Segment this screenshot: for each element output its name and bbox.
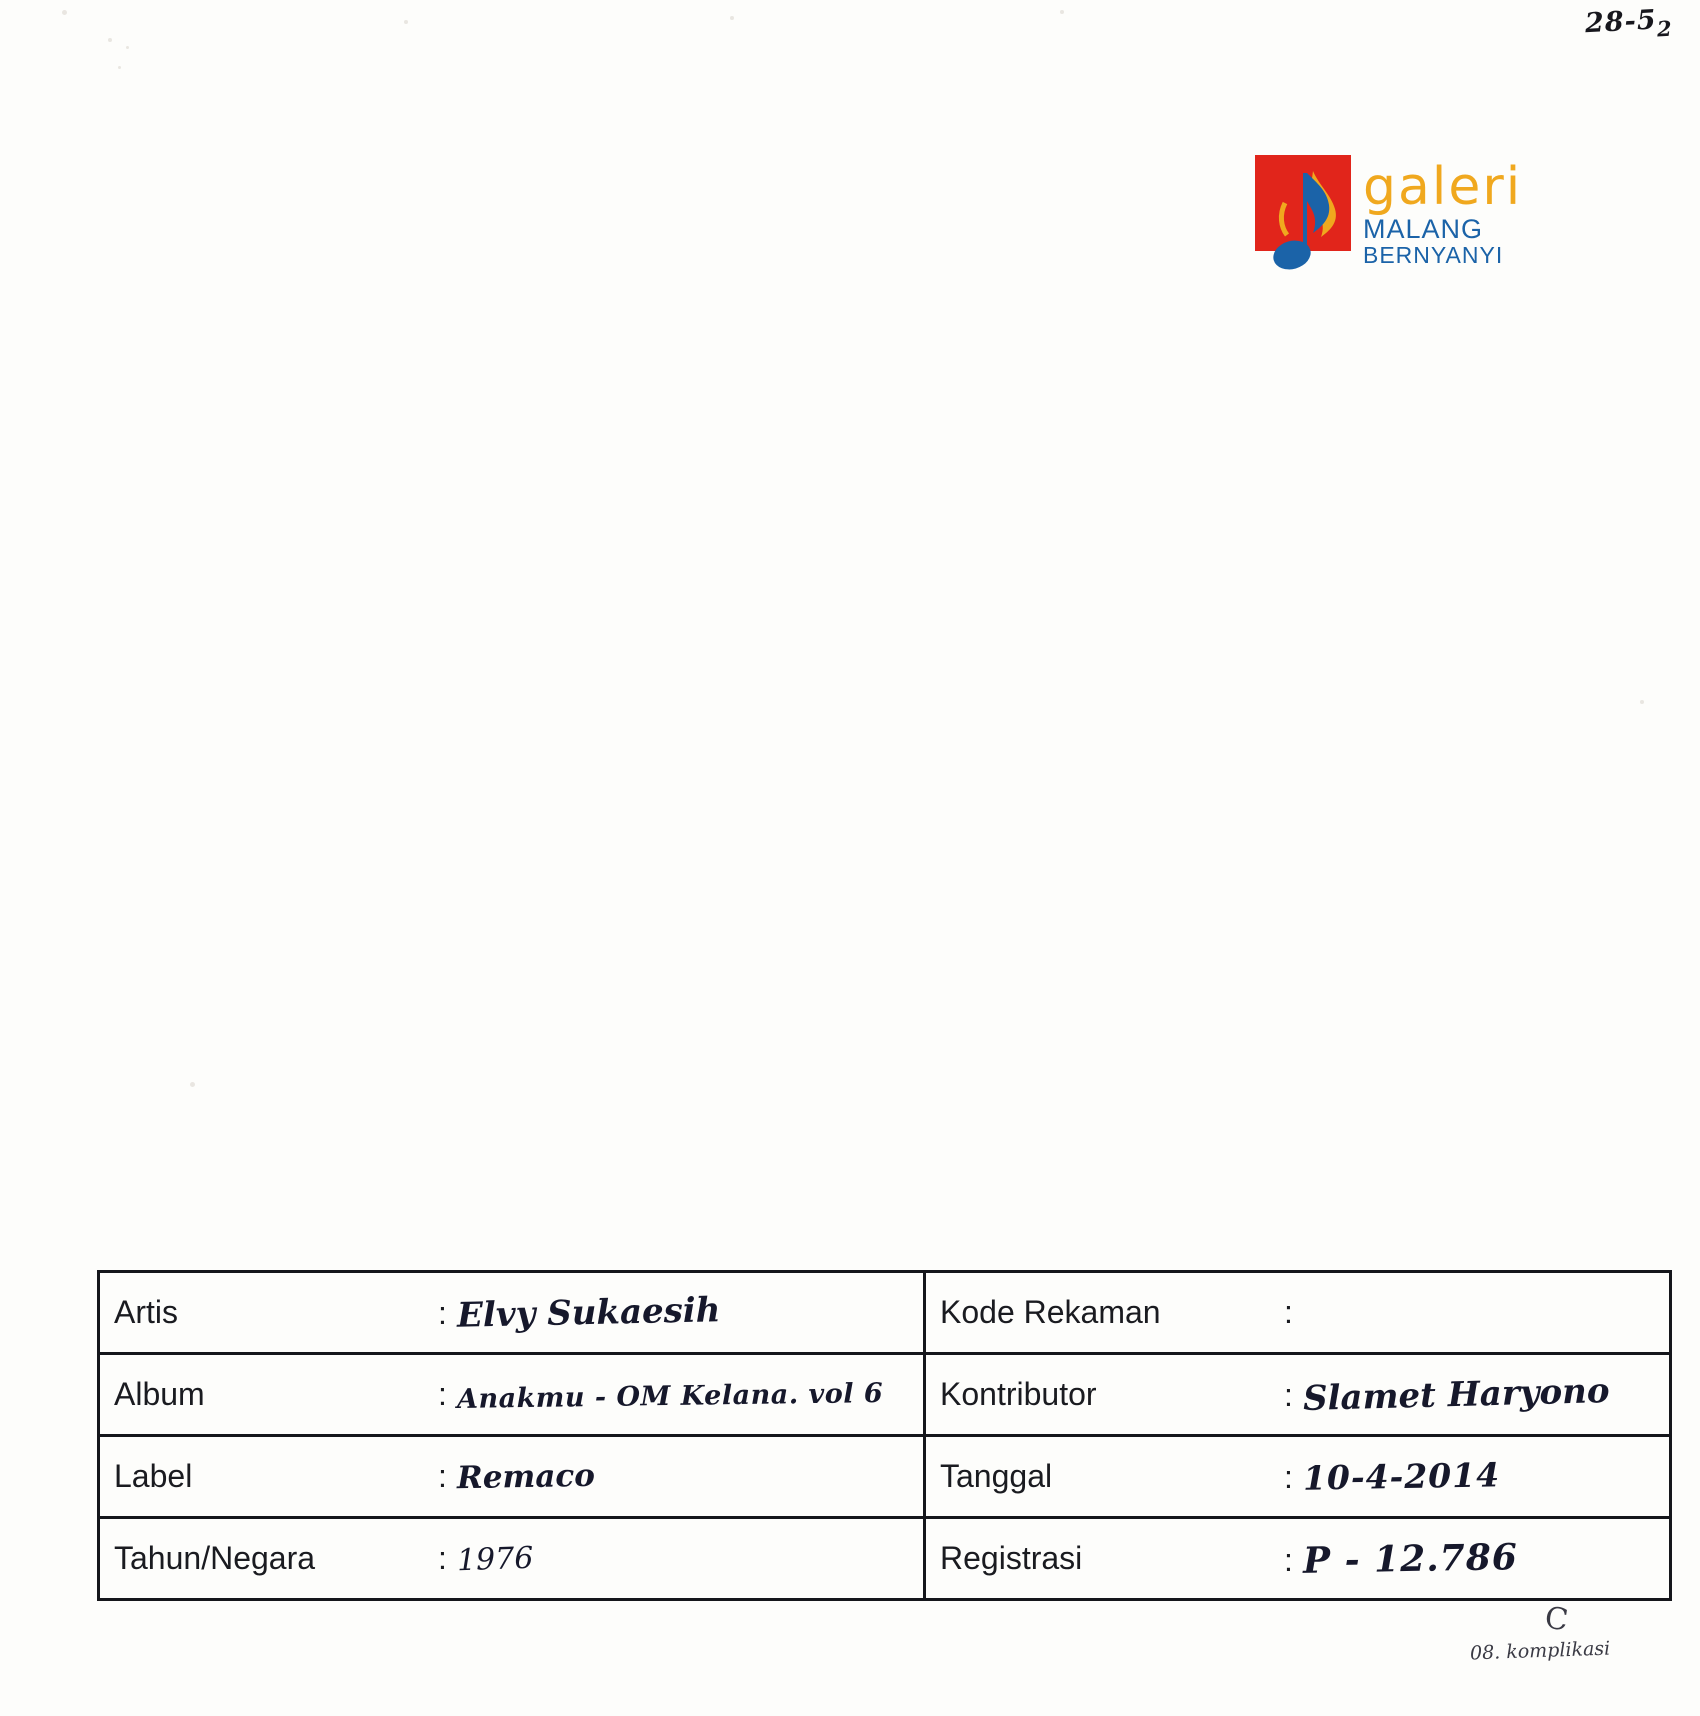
shelf-code-sub: 2 xyxy=(1656,15,1674,42)
label-text: Album xyxy=(114,1376,205,1412)
paper-speck xyxy=(404,20,408,24)
value-registrasi: P - 12.786 xyxy=(1302,1535,1519,1582)
field-value-kontributor xyxy=(1270,1354,1671,1436)
paper-speck xyxy=(1060,10,1064,14)
value-tanggal: 10-4-2014 xyxy=(1302,1455,1501,1498)
field-label-tahun-negara xyxy=(99,1518,425,1600)
pencil-note: 08. komplikasi xyxy=(1469,1637,1611,1665)
value-kontributor: Slamet Haryono xyxy=(1302,1370,1610,1419)
field-label-kode-rekaman xyxy=(925,1272,1271,1354)
label-text: Tanggal xyxy=(940,1458,1053,1494)
field-value-album xyxy=(424,1354,925,1436)
colon: : xyxy=(438,1540,447,1576)
logo-text-malang: MALANG xyxy=(1363,214,1484,244)
pencil-mark: C xyxy=(1542,1600,1571,1639)
colon: : xyxy=(1284,1459,1293,1495)
table-row xyxy=(99,1518,1671,1600)
field-value-label xyxy=(424,1436,925,1518)
field-value-kode-rekaman xyxy=(1270,1272,1671,1354)
paper-speck xyxy=(730,16,734,20)
label-text: Kode Rekaman xyxy=(940,1294,1161,1330)
value-label: Remaco xyxy=(456,1457,596,1497)
field-value-registrasi xyxy=(1270,1518,1671,1600)
value-artis: Elvy Sukaesih xyxy=(456,1289,721,1336)
label-text: Artis xyxy=(114,1294,178,1330)
colon: : xyxy=(438,1294,447,1331)
label-text: Kontributor xyxy=(940,1376,1097,1412)
logo-text-galeri: galeri xyxy=(1363,157,1523,217)
colon: : xyxy=(438,1376,447,1412)
paper-speck xyxy=(126,46,129,49)
colon: : xyxy=(1284,1376,1293,1413)
music-note-icon xyxy=(1261,165,1357,285)
paper-speck xyxy=(118,66,121,69)
field-label-artis xyxy=(99,1272,425,1354)
record-metadata-table xyxy=(97,1270,1672,1601)
paper-speck xyxy=(1640,700,1644,704)
shelf-code-main: 28-5 xyxy=(1584,4,1658,40)
paper-speck xyxy=(190,1082,195,1087)
field-label-kontributor xyxy=(925,1354,1271,1436)
colon: : xyxy=(1284,1541,1293,1578)
label-text: Registrasi xyxy=(940,1540,1083,1576)
label-text: Tahun/Negara xyxy=(114,1540,316,1576)
shelf-code xyxy=(1584,4,1673,40)
field-label-tanggal xyxy=(925,1436,1271,1518)
value-tahun-negara: 1976 xyxy=(456,1540,534,1579)
colon: : xyxy=(1284,1294,1293,1330)
table-row xyxy=(99,1436,1671,1518)
field-value-tahun-negara xyxy=(424,1518,925,1600)
paper-speck xyxy=(62,10,67,15)
table-row xyxy=(99,1272,1671,1354)
label-text: Label xyxy=(114,1458,193,1494)
field-label-label xyxy=(99,1436,425,1518)
field-label-registrasi xyxy=(925,1518,1271,1600)
galeri-malang-bernyanyi-logo xyxy=(1255,155,1555,285)
colon: : xyxy=(438,1458,447,1494)
logo-text-bernyanyi: BERNYANYI xyxy=(1363,242,1504,269)
table-row xyxy=(99,1354,1671,1436)
value-album: Anakmu - OM Kelana. vol 6 xyxy=(456,1378,884,1415)
field-value-tanggal xyxy=(1270,1436,1671,1518)
paper-speck xyxy=(108,38,112,42)
field-label-album xyxy=(99,1354,425,1436)
field-value-artis xyxy=(424,1272,925,1354)
logo-wordmark xyxy=(1363,157,1563,269)
